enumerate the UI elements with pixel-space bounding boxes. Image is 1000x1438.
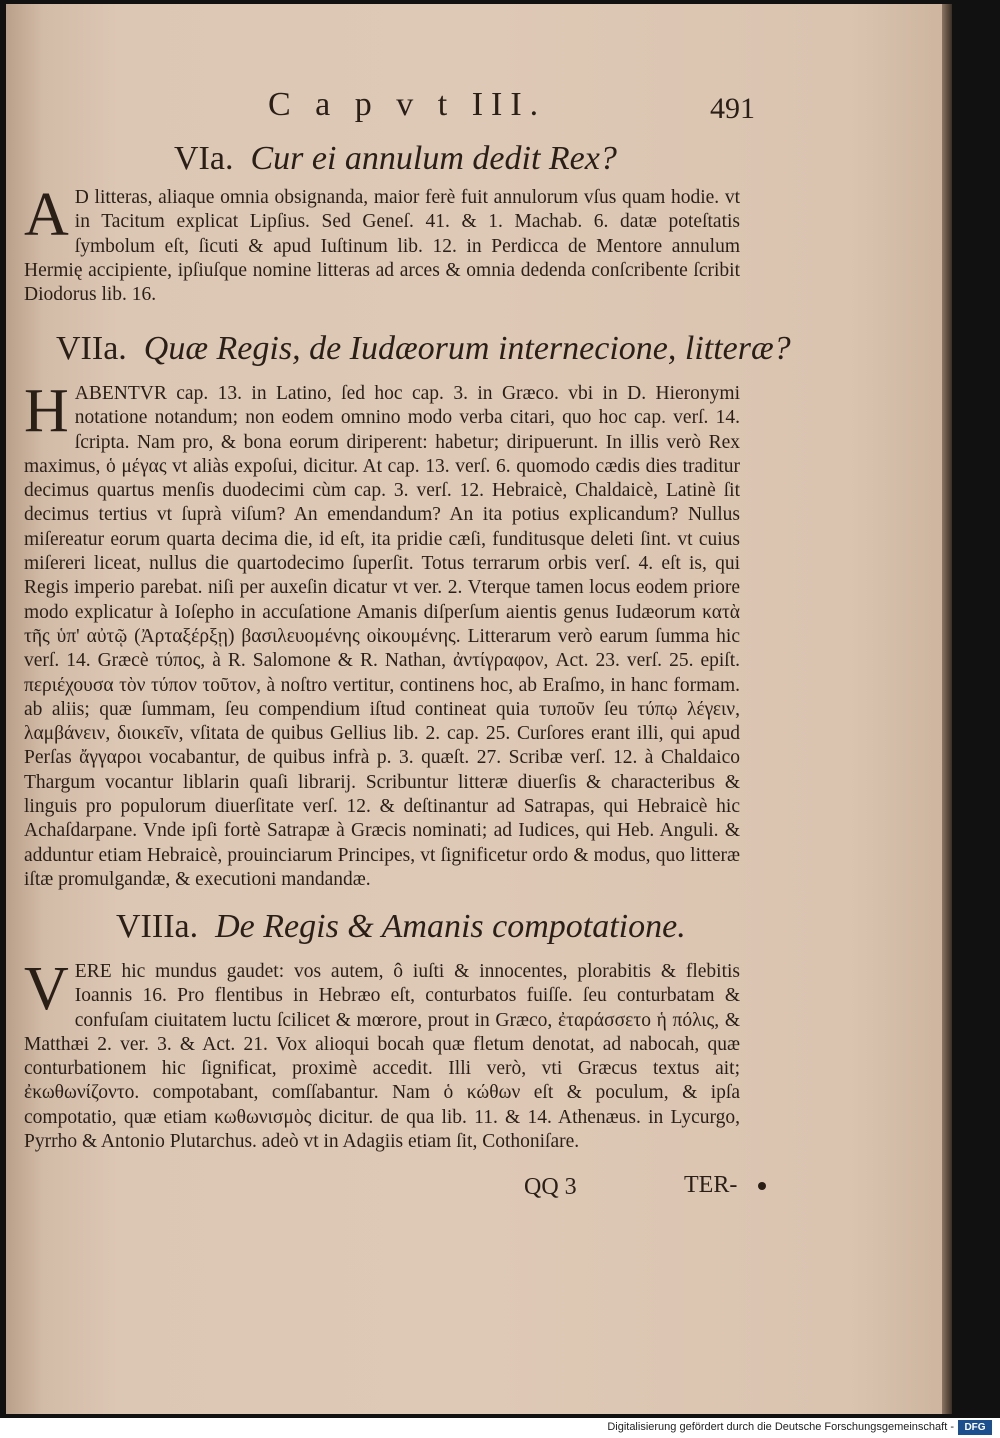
page-number: 491	[710, 92, 755, 125]
section-body-7	[24, 377, 740, 892]
drop-initial: A	[24, 181, 69, 249]
section-text: D litteras, aliaque omnia obsignanda, maior ferè fuit annulorum vſus quam hodie. vt in Tacitum explicat Lipſius. Sed Geneſ. 41. & 1. Machab. 6. datæ poteſtatis ſymbolum eſt, ſicuti & apud Iuſtinum lib. 12. in Perdicca de Mentore annulum Hermię accipiente, ipſiuſque nomine litteras ad arces & omnia dedenda conſcribente ſcribit Diodorus lib. 16.	[24, 187, 740, 306]
section-numeral: VIIIa.	[116, 908, 199, 945]
section-question: Quæ Regis, de Iudæorum internecione, litteræ?	[143, 330, 791, 367]
ink-dot	[758, 1182, 766, 1190]
section-numeral: VIa.	[174, 140, 234, 177]
drop-initial: V	[24, 955, 69, 1023]
section-heading-6	[174, 140, 617, 178]
section-body-6	[24, 181, 740, 306]
section-question: Cur ei annulum dedit Rex?	[250, 140, 617, 177]
section-body-8	[24, 955, 740, 1170]
signature-mark: QQ 3	[524, 1174, 577, 1200]
dfg-logo-icon: DFG	[958, 1420, 992, 1435]
section-heading-7	[56, 330, 791, 368]
credit-text: Digitalisierung gefördert durch die Deutsche Forschungsgemeinschaft -	[607, 1421, 954, 1433]
drop-initial: H	[24, 377, 69, 445]
book-page	[6, 4, 942, 1414]
section-text: ABENTVR cap. 13. in Latino, ſed hoc cap. 3. in Græco. vbi in D. Hieronymi notatione notandum; non eodem omnino modo verba citari, quo hoc cap. verſ. 14. ſcripta. Nam pro, & bona eorum diriperent: habetur; diripuerunt. In illis verò Rex maximus, ὁ μέγας vt aliàs expoſui, dicitur. At cap. 13. verſ. 6. quomodo cædis dies traditur decimus quartus menſis duodecimi cùm cap. 3. verſ. 12. Hebraicè, Chaldaicè, Latinè ſit decimus tertius vt ſuprà viſum? An emendandum? An ita potius explicandum? Nullus miſereatur eorum quarta decima die, id eſt, ita pridie cæſi, funditusque deleti ſint. vt cuius miſereri liceat, nullus die quartodecimo ſuperſit. Totus terrarum orbis verſ. 4. eſt is, qui Regis imperio parebat. niſi per auxeſin dicatur vt ver. 2. Vterque tamen locus eodem priore modo explicatur à Ioſepho in accuſatione Amanis diſperſum aientis genus Iudæorum κατὰ τῆς ὑπ' αὐτῷ (Ἀρταξέρξῃ) βασιλευομένης οἰκουμένης. Litterarum verò earum ſumma hic verſ. 14. Græcè τύπος, à R. Salomone & R. Nathan, ἀντίγραφον, Act. 23. verſ. 25. epiſt. περιέχουσα τὸν τύπον τοῦτον, à noſtro vertitur, continens hoc, ab Eraſmo, in hanc formam. ab aliis; quæ ſummam, ſeu compendium iſtud contineat quia τυποῦν ſeu τύπῳ λέγειν, λαμβάνειν, διοικεῖν, vſitata de quibus Gellius lib. 2. cap. 25. Curſores erant illi, qui apud Perſas ἄγγαροι vocabantur, de quibus infrà p. 3. quæſt. 27. Scribæ verſ. 12. à Chaldaico Thargum vocantur liblarin quaſi librarij. Scribuntur litteræ diuerſis & characteribus & linguis pro populorum diuerſitate verſ. 12. & deſtinantur ad Satrapas, qui Hebraicè hic Achaſdarpane. Vnde ipſi fortè Satrapæ à Græcis nominati; ad Iudices, qui Heb. Anguli. & adduntur etiam Hebraicè, prouinciarum Principes, vt ſignificetur ordo & modus, quo litteræ iſtæ promulgandæ, & executioni mandandæ.	[24, 383, 740, 890]
section-text: ERE hic mundus gaudet: vos autem, ô iuſti & innocentes, plorabitis & flebitis Ioannis 16. Pro flentibus in Hebræo eſt, conturbatos fuiſſe. ſeu conturbatam & confuſam ciuitatem luctu ſcilicet & mœrore, prout in Græco, ἐταράσσετο ἡ πόλις, & Matthæi 2. ver. 3. & Act. 21. Vox alioqui bocah quæ fletum denotat, ad nabocah, quæ conturbationem hic ſignificat, proximè accedit. Illi verò, vti Græcus textus ait; ἐκωθωνίζοντο. compotabant, comſſabantur. Nam ὁ κώθων eſt & poculum, & ipſa compotatio, quæ etiam κωθωνισμὸς dicitur. de qua lib. 11. & 14. Athenæus. in Lycurgo, Pyrrho & Antonio Plutarchus. adeò vt in Adagiis etiam ſit, Cothoniſare.	[24, 961, 740, 1153]
page-edge	[942, 4, 952, 1414]
section-question: De Regis & Amanis compotatione.	[215, 908, 686, 945]
section-numeral: VIIa.	[56, 330, 127, 367]
running-title: C a p v t III.	[268, 86, 547, 123]
section-heading-8	[116, 908, 686, 946]
catchword: TER-	[684, 1172, 738, 1198]
